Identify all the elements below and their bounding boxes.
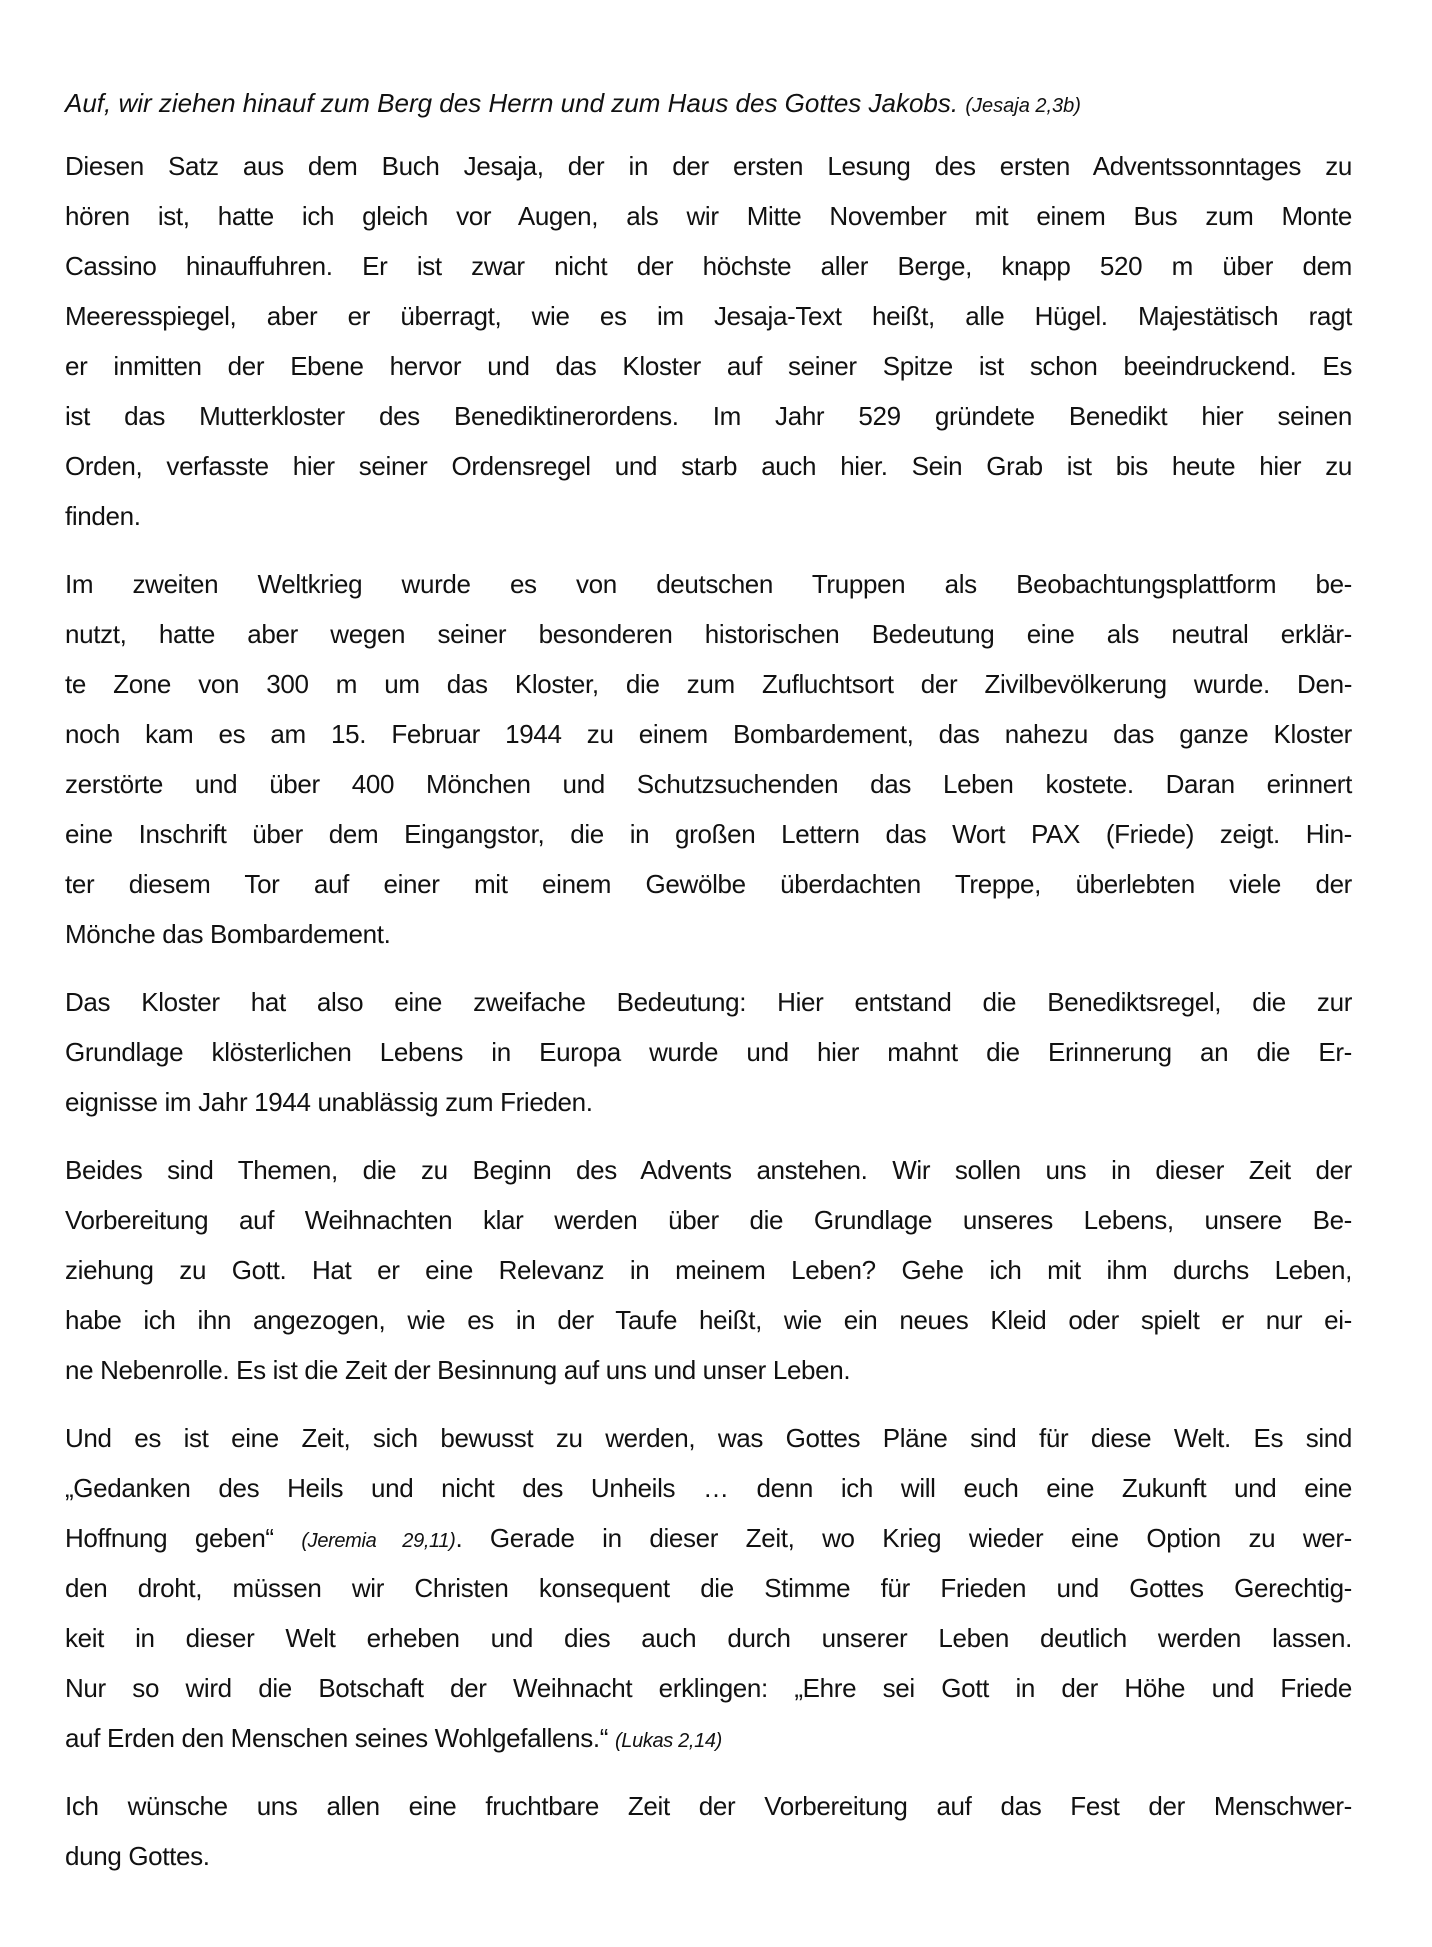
paragraph-gods-plans: [65, 1413, 1352, 1763]
text-line: Grundlage klösterlichen Lebens in Europa wurde und hier mahnt die Erinnerung an die Er-: [65, 1037, 1352, 1067]
citation-jeremia: (Jeremia 29,11): [301, 1530, 456, 1552]
citation-lukas: (Lukas 2,14): [614, 1730, 722, 1752]
text-line: ist das Mutterkloster des Benediktinerordens. Im Jahr 529 gründete Benedikt hier seinen: [65, 401, 1352, 431]
text-line: keit in dieser Welt erheben und dies auch durch unserer Leben deutlich werden lassen.: [65, 1623, 1352, 1653]
text-line: Meeresspiegel, aber er überragt, wie es im Jesaja-Text heißt, alle Hügel. Majestätisch ragt: [65, 301, 1352, 331]
text-line: er inmitten der Ebene hervor und das Kloster auf seiner Spitze ist schon beeindruckend. Es: [65, 351, 1352, 381]
text-line: Cassino hinauffuhren. Er ist zwar nicht der höchste aller Berge, knapp 520 m über dem: [65, 251, 1352, 281]
paragraph-closing-wish: [65, 1781, 1352, 1881]
text-line: [65, 1713, 1352, 1763]
document-page: [65, 78, 1352, 1881]
text-line: Vorbereitung auf Weihnachten klar werden über die Grundlage unseres Lebens, unsere Be-: [65, 1205, 1352, 1235]
text-segment: . Gerade in dieser Zeit, wo Krieg wieder eine Option zu wer-: [455, 1523, 1352, 1553]
text-line: finden.: [65, 501, 141, 531]
text-line: eignisse im Jahr 1944 unablässig zum Frieden.: [65, 1087, 593, 1117]
epigraph-text: Auf, wir ziehen hinauf zum Berg des Herrn und zum Haus des Gottes Jakobs.: [65, 88, 959, 118]
text-line: Diesen Satz aus dem Buch Jesaja, der in der ersten Lesung des ersten Adventssonntages zu: [65, 151, 1352, 181]
text-line: Orden, verfasste hier seiner Ordensregel und starb auch hier. Sein Grab ist bis heute hier zu: [65, 451, 1352, 481]
paragraph-monte-cassino: [65, 141, 1352, 541]
text-line: habe ich ihn angezogen, wie es in der Taufe heißt, wie ein neues Kleid oder spielt er nur ei-: [65, 1305, 1352, 1335]
paragraph-twofold-meaning: [65, 977, 1352, 1127]
paragraph-advent-themes: [65, 1145, 1352, 1395]
text-segment: Hoffnung geben“: [65, 1523, 302, 1553]
text-line: noch kam es am 15. Februar 1944 zu einem Bombardement, das nahezu das ganze Kloster: [65, 719, 1352, 749]
text-line: hören ist, hatte ich gleich vor Augen, als wir Mitte November mit einem Bus zum Monte: [65, 201, 1352, 231]
paragraph-world-war: [65, 559, 1352, 959]
text-line: Mönche das Bombardement.: [65, 919, 391, 949]
text-line: zerstörte und über 400 Mönchen und Schutzsuchenden das Leben kostete. Daran erinnert: [65, 769, 1352, 799]
text-line: ziehung zu Gott. Hat er eine Relevanz in meinem Leben? Gehe ich mit ihm durchs Leben,: [65, 1255, 1352, 1285]
text-line: „Gedanken des Heils und nicht des Unheils … denn ich will euch eine Zukunft und eine: [65, 1473, 1352, 1503]
epigraph-citation: (Jesaja 2,3b): [965, 95, 1081, 117]
text-line: Nur so wird die Botschaft der Weihnacht erklingen: „Ehre sei Gott in der Höhe und Friede: [65, 1673, 1352, 1703]
text-line: Beides sind Themen, die zu Beginn des Advents anstehen. Wir sollen uns in dieser Zeit der: [65, 1155, 1352, 1185]
text-line: nutzt, hatte aber wegen seiner besonderen historischen Bedeutung eine als neutral erklär-: [65, 619, 1352, 649]
text-line: Das Kloster hat also eine zweifache Bedeutung: Hier entstand die Benediktsregel, die zur: [65, 987, 1352, 1017]
text-line: te Zone von 300 m um das Kloster, die zum Zufluchtsort der Zivilbevölkerung wurde. Den-: [65, 669, 1352, 699]
text-segment: auf Erden den Menschen seines Wohlgefallens.“: [65, 1723, 615, 1753]
text-line: Und es ist eine Zeit, sich bewusst zu werden, was Gottes Pläne sind für diese Welt. Es sind: [65, 1423, 1352, 1453]
text-line: eine Inschrift über dem Eingangstor, die in großen Lettern das Wort PAX (Friede) zeigt. Hin-: [65, 819, 1352, 849]
text-line: [65, 1513, 1352, 1563]
text-line: ter diesem Tor auf einer mit einem Gewölbe überdachten Treppe, überlebten viele der: [65, 869, 1352, 899]
text-line: dung Gottes.: [65, 1841, 210, 1871]
epigraph: [65, 78, 1352, 128]
text-line: ne Nebenrolle. Es ist die Zeit der Besinnung auf uns und unser Leben.: [65, 1355, 851, 1385]
text-line: Ich wünsche uns allen eine fruchtbare Zeit der Vorbereitung auf das Fest der Menschwer-: [65, 1791, 1352, 1821]
text-line: den droht, müssen wir Christen konsequent die Stimme für Frieden und Gottes Gerechtig-: [65, 1573, 1352, 1603]
text-line: Im zweiten Weltkrieg wurde es von deutschen Truppen als Beobachtungsplattform be-: [65, 569, 1352, 599]
